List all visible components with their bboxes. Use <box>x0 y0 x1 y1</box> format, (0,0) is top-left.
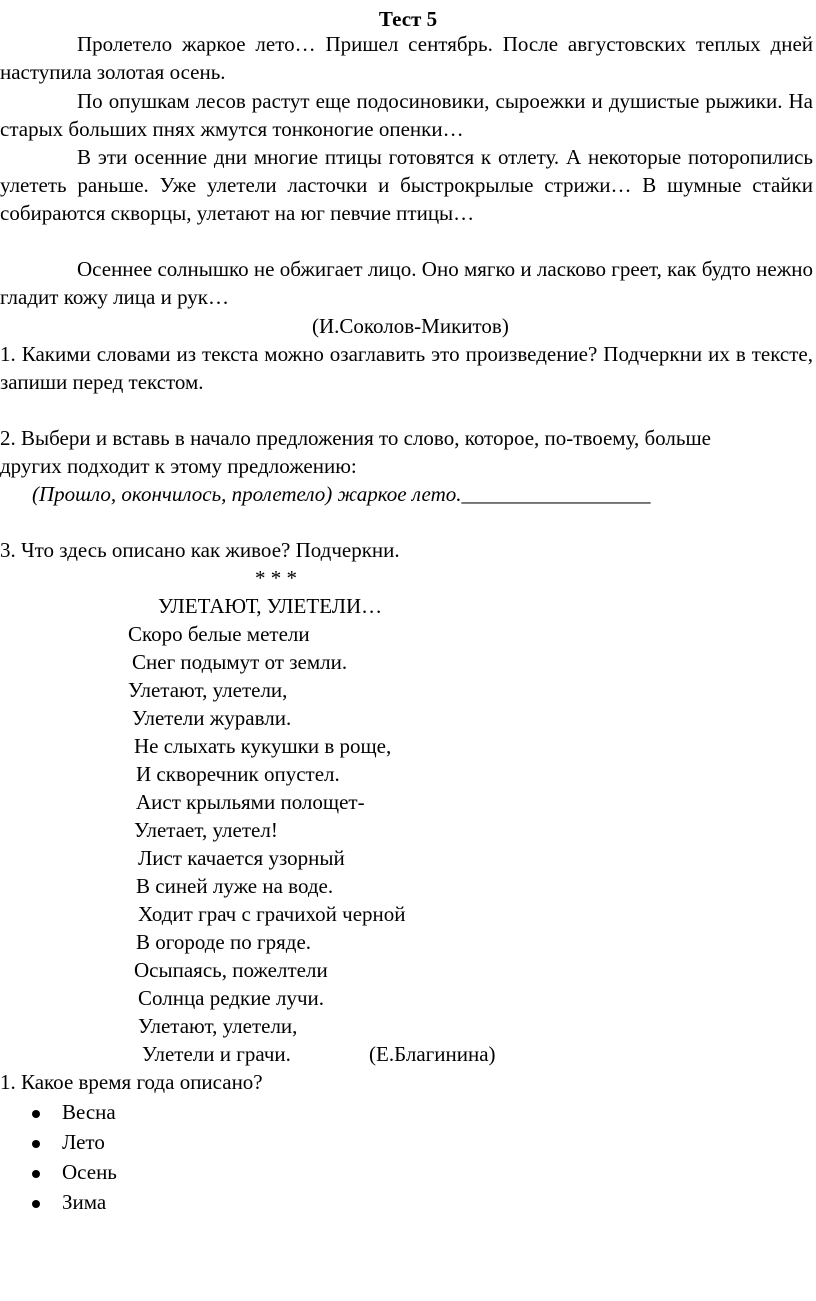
poem-line: Улетает, улетел! <box>134 818 278 842</box>
final-question: 1. Какое время года описано? <box>0 1070 263 1094</box>
story-paragraph-2: По опушкам лесов растут еще подосиновики, сыроежки и душистые рыжики. На старых больших пнях жмутся тонконогие опенки… <box>0 89 813 141</box>
poem-line: Скоро белые метели <box>128 622 310 646</box>
answer-option[interactable] <box>0 1128 117 1158</box>
poem-line: Аист крыльями полощет- <box>136 790 365 814</box>
page-title: Тест 5 <box>378 7 438 31</box>
poem-line: В синей луже на воде. <box>136 874 334 898</box>
story-author: (И.Соколов-Микитов) <box>312 314 509 338</box>
story-paragraph-3: В эти осенние дни многие птицы готовятся к отлету. А некоторые поторопились улететь раньше. Уже улетели ласточки и быстрокрылые стрижи… В шумные стайки собираются скворцы, улетают на юг певчие птицы… <box>0 145 813 225</box>
option-label: Весна <box>62 1100 116 1124</box>
answer-option[interactable] <box>0 1098 117 1128</box>
answer-blank[interactable]: __________________ <box>461 482 651 506</box>
poem-title: УЛЕТАЮТ, УЛЕТЕЛИ… <box>158 594 383 618</box>
poem-line: Не слыхать кукушки в роще, <box>134 734 392 758</box>
poem-line: В огороде по гряде. <box>136 930 312 954</box>
poem-line: Улетают, улетели, <box>128 678 288 702</box>
question-1: 1. Какими словами из текста можно озаглавить это произведение? Подчеркни их в тексте, запиши перед текстом. <box>0 342 813 394</box>
poem-line: Лист качается узорный <box>138 846 345 870</box>
poem-line: Солнца редкие лучи. <box>138 986 325 1010</box>
poem-author: (Е.Благинина) <box>369 1042 496 1066</box>
story-paragraph-4: Осеннее солнышко не обжигает лицо. Оно мягко и ласково греет, как будто нежно гладит кожу лица и рук… <box>0 257 813 309</box>
poem-line: Улетели журавли. <box>132 706 292 730</box>
option-label: Лето <box>62 1130 105 1154</box>
option-label: Осень <box>62 1160 117 1184</box>
bullet-icon <box>32 1140 40 1148</box>
poem-line: И скворечник опустел. <box>136 762 340 786</box>
question-2-answer-line <box>32 480 651 508</box>
poem-stars: * * * <box>255 566 297 590</box>
bullet-icon <box>32 1110 40 1118</box>
poem-line: Снег подымут от земли. <box>132 650 348 674</box>
poem-line: Улетают, улетели, <box>138 1014 298 1038</box>
poem-line: Осыпаясь, пожелтели <box>134 958 328 982</box>
answer-options-list <box>0 1098 117 1218</box>
bullet-icon <box>32 1170 40 1178</box>
question-2: 2. Выбери и вставь в начало предложения то слово, которое, по-твоему, больше других подходит к этому предложению: <box>0 426 711 478</box>
story-paragraph-1: Пролетело жаркое лето… Пришел сентябрь. После августовских теплых дней наступила золотая осень. <box>0 32 813 84</box>
option-label: Зима <box>62 1190 107 1214</box>
poem-line: Улетели и грачи. <box>142 1042 291 1066</box>
poem-line: Ходит грач с грачихой черной <box>138 902 406 926</box>
question-2-options: (Прошло, окончилось, пролетело) жаркое лето. <box>32 482 462 506</box>
answer-option[interactable] <box>0 1188 117 1218</box>
bullet-icon <box>32 1200 40 1208</box>
question-3: 3. Что здесь описано как живое? Подчеркни. <box>0 538 400 562</box>
answer-option[interactable] <box>0 1158 117 1188</box>
